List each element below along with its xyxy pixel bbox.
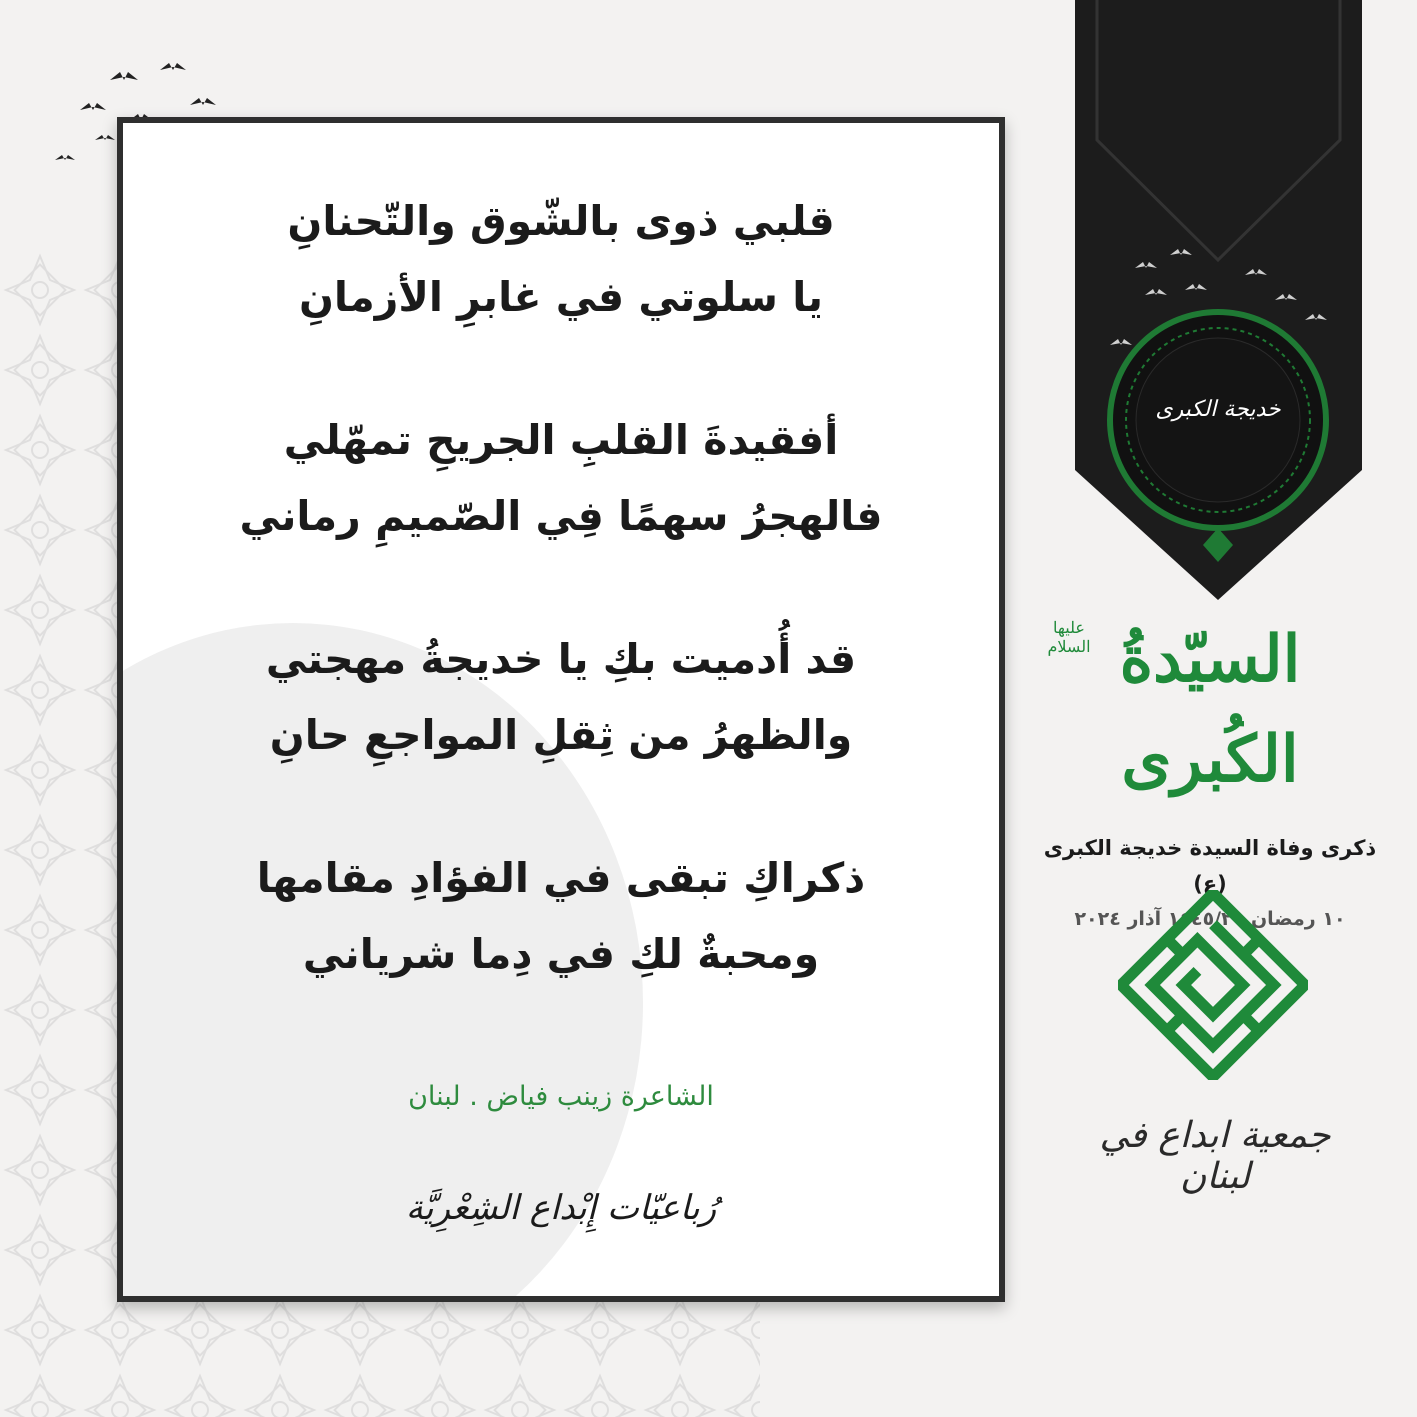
kufic-logo-icon	[1118, 890, 1308, 1080]
stanza-2	[123, 402, 999, 554]
title-calligraphy: السيّدةُ الكُبرى	[1119, 622, 1301, 797]
stanza-4	[123, 840, 999, 992]
verse: ومحبةٌ لكِ في دِما شرياني	[302, 930, 820, 978]
verse: فالهجرُ سهمًا فِي الصّميمِ رماني	[239, 492, 883, 540]
series-title: رُباعيّات إِبْداع الشِعْرِيَّة	[405, 1188, 717, 1228]
verse: ذكراكِ تبقى في الفؤادِ مقامها	[256, 854, 866, 902]
occasion-date: ١٠ رمضان ١٤٤٥/٢١ آذار ٢٠٢٤	[1074, 908, 1346, 930]
poem-card	[117, 117, 1005, 1302]
verse: قلبي ذوى بالشّوق والتّحنانِ	[287, 197, 835, 245]
verse: أفقيدةَ القلبِ الجريحِ تمهّلي	[283, 416, 839, 464]
verse: يا سلوتي في غابرِ الأزمانِ	[298, 273, 824, 321]
occasion-subtitle: ذكرى وفاة السيدة خديجة الكبرى (ع)	[1043, 836, 1377, 896]
verse: والظهرُ من ثِقلِ المواجعِ حانِ	[269, 711, 853, 759]
poem	[123, 183, 999, 1059]
occasion-title-block	[1030, 610, 1390, 936]
poet-credit: الشاعرة زينب فياض . لبنان	[408, 1081, 714, 1112]
organization-name: جمعية ابداع في لبنان	[1099, 1115, 1331, 1197]
honorific: عليها السلام	[1047, 618, 1091, 656]
medallion-calligraphy: خديجة الكبرى	[1155, 397, 1281, 422]
verse: قد أُدميت بكِ يا خديجةُ مهجتي	[265, 635, 857, 683]
black-banner	[1075, 0, 1362, 605]
stanza-3	[123, 621, 999, 773]
stanza-1	[123, 183, 999, 335]
